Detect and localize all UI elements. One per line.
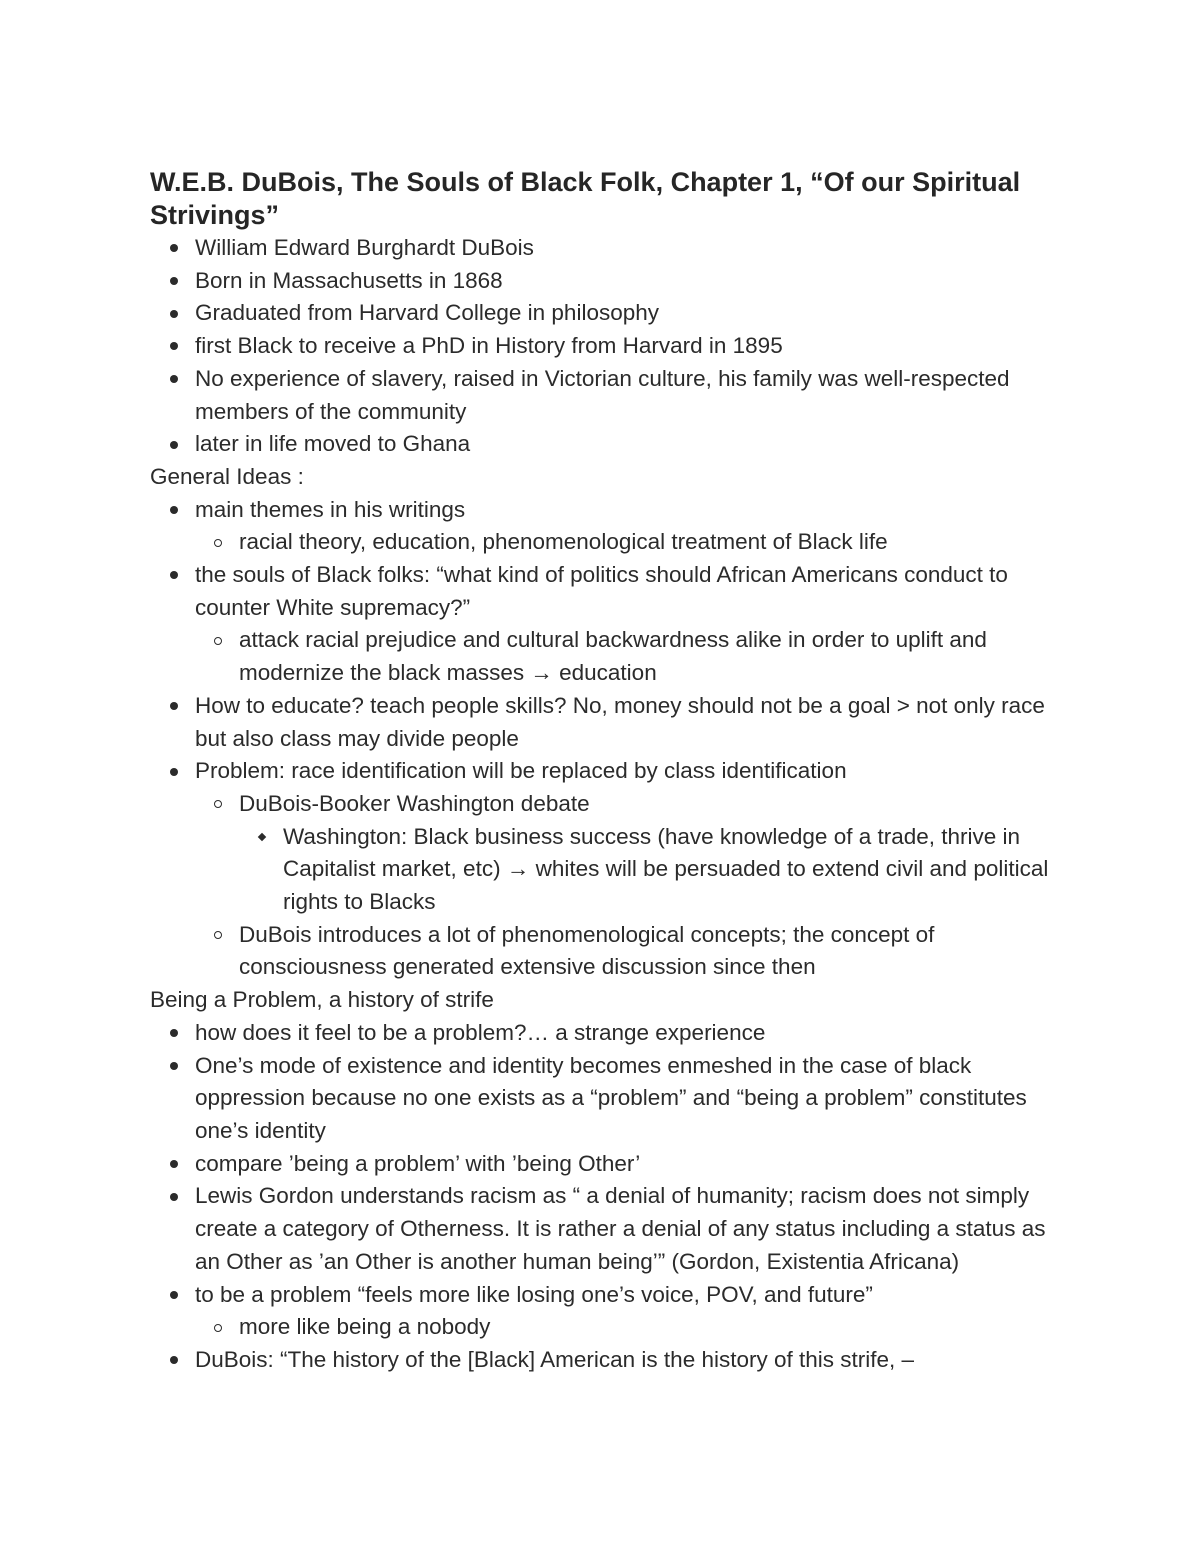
list-item-text: How to educate? teach people skills? No, money should not be a goal > not only race but also class may divide people bbox=[195, 692, 1045, 751]
list-item bbox=[150, 1180, 1050, 1278]
bullet-diamond-icon bbox=[252, 821, 272, 854]
bullet-disc-icon bbox=[164, 1148, 184, 1181]
bullet-disc-icon bbox=[164, 755, 184, 788]
list-item-text: Lewis Gordon understands racism as “ a denial of humanity; racism does not simply create a category of Otherness. It is rather a denial of any status including a status as an Other as ’an Other is another human being’” (Gordon, Existentia Africana) bbox=[195, 1183, 1046, 1274]
list-item bbox=[150, 690, 1050, 755]
list-item bbox=[150, 1050, 1050, 1148]
list-item-text: the souls of Black folks: “what kind of politics should African Americans conduct to counter White supremacy?” bbox=[195, 562, 1008, 620]
bullet-disc-icon bbox=[164, 1180, 184, 1213]
bullet-circle-icon bbox=[208, 919, 228, 952]
list-item bbox=[150, 526, 1050, 559]
bullet-disc-icon bbox=[164, 1017, 184, 1050]
list-item-text: first Black to receive a PhD in History from Harvard in 1895 bbox=[195, 333, 783, 359]
list-item-text: compare ’being a problem’ with ’being Other’ bbox=[195, 1150, 641, 1176]
bullet-circle-icon bbox=[208, 526, 228, 559]
list-item-text: Problem: race identification will be replaced by class identification bbox=[195, 758, 847, 784]
bullet-list bbox=[150, 1017, 1050, 1377]
list-item-text: DuBois: “The history of the [Black] American is the history of this strife, – bbox=[195, 1346, 915, 1372]
list-item-text: to be a problem “feels more like losing one’s voice, POV, and future” bbox=[195, 1281, 873, 1307]
list-item-text: more like being a nobody bbox=[239, 1314, 491, 1340]
list-item bbox=[150, 755, 1050, 788]
list-item bbox=[150, 559, 1050, 624]
list-item bbox=[150, 1148, 1050, 1181]
list-item-text: later in life moved to Ghana bbox=[195, 431, 471, 457]
list-item bbox=[150, 788, 1050, 821]
list-item-text: how does it feel to be a problem?… a strange experience bbox=[195, 1019, 766, 1045]
list-item-text: attack racial prejudice and cultural backwardness alike in order to uplift and modernize the black masses → education bbox=[239, 627, 987, 686]
list-item-text: DuBois introduces a lot of phenomenological concepts; the concept of consciousness generated extensive discussion since then bbox=[239, 921, 935, 980]
list-item bbox=[150, 297, 1050, 330]
bullet-disc-icon bbox=[164, 428, 184, 461]
list-item-text: Washington: Black business success (have knowledge of a trade, thrive in Capitalist market, etc) → whites will be persuaded to extend civil and political rights to Blacks bbox=[283, 823, 1049, 915]
bullet-circle-icon bbox=[208, 624, 228, 657]
list-item bbox=[150, 1344, 1050, 1377]
bullet-disc-icon bbox=[164, 690, 184, 723]
list-item-text: racial theory, education, phenomenological treatment of Black life bbox=[239, 529, 888, 555]
bullet-disc-icon bbox=[164, 1050, 184, 1083]
list-item-text: No experience of slavery, raised in Victorian culture, his family was well-respected members of the community bbox=[195, 365, 1010, 424]
list-item bbox=[150, 624, 1050, 689]
list-item bbox=[150, 919, 1050, 984]
bullet-disc-icon bbox=[164, 330, 184, 363]
bullet-circle-icon bbox=[208, 1311, 228, 1344]
document-page bbox=[150, 166, 1050, 1377]
list-item-text: DuBois-Booker Washington debate bbox=[239, 790, 590, 816]
bullet-disc-icon bbox=[164, 363, 184, 396]
list-item bbox=[150, 363, 1050, 428]
list-item bbox=[150, 265, 1050, 298]
bullet-list bbox=[150, 494, 1050, 985]
list-item bbox=[150, 428, 1050, 461]
list-item bbox=[150, 494, 1050, 527]
list-item bbox=[150, 232, 1050, 265]
document-title: W.E.B. DuBois, The Souls of Black Folk, Chapter 1, “Of our Spiritual Strivings” bbox=[150, 167, 1021, 230]
list-item bbox=[150, 330, 1050, 363]
list-item-text: main themes in his writings bbox=[195, 496, 466, 522]
list-item bbox=[150, 821, 1050, 919]
list-item-text: One’s mode of existence and identity becomes enmeshed in the case of black oppression because no one exists as a “problem” and “being a problem” constitutes one’s identity bbox=[195, 1052, 1027, 1143]
bullet-disc-icon bbox=[164, 232, 184, 265]
bullet-disc-icon bbox=[164, 1344, 184, 1377]
list-item-text: William Edward Burghardt DuBois bbox=[195, 235, 534, 260]
list-item bbox=[150, 1279, 1050, 1312]
bullet-disc-icon bbox=[164, 265, 184, 298]
list-item bbox=[150, 1311, 1050, 1344]
list-item-text: Graduated from Harvard College in philosophy bbox=[195, 300, 659, 326]
document-body bbox=[150, 232, 1050, 1377]
bullet-disc-icon bbox=[164, 494, 184, 527]
list-item-text: Born in Massachusetts in 1868 bbox=[195, 267, 503, 293]
bullet-disc-icon bbox=[164, 559, 184, 592]
bullet-disc-icon bbox=[164, 297, 184, 330]
list-item bbox=[150, 1017, 1050, 1050]
bullet-disc-icon bbox=[164, 1279, 184, 1312]
section-heading: General Ideas : bbox=[150, 463, 304, 489]
section-heading: Being a Problem, a history of strife bbox=[150, 987, 494, 1013]
bullet-list bbox=[150, 232, 1050, 461]
bullet-circle-icon bbox=[208, 788, 228, 821]
